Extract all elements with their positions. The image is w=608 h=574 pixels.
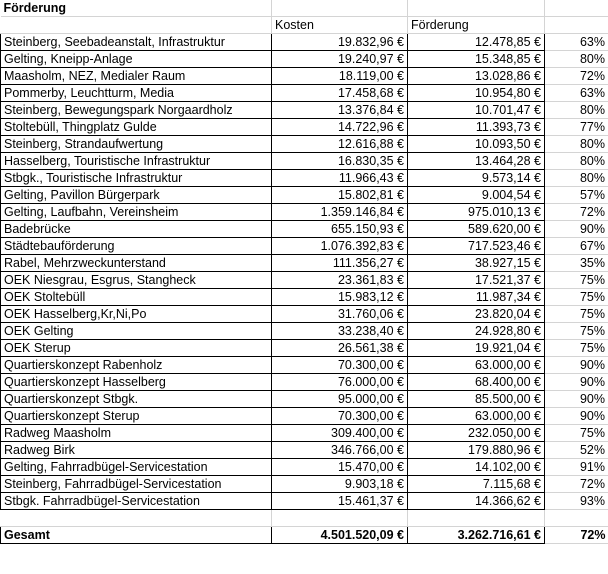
percent-cell[interactable]: 80% <box>545 170 608 187</box>
table-row <box>1 255 608 272</box>
kosten-cell[interactable]: 15.983,12 € <box>272 289 408 306</box>
empty-cell[interactable] <box>408 510 545 527</box>
percent-cell[interactable]: 72% <box>545 204 608 221</box>
project-name-cell[interactable]: Gelting, Fahrradbügel-Servicestation <box>1 459 272 476</box>
foerderung-cell[interactable]: 63.000,00 € <box>408 408 545 425</box>
total-row <box>1 527 608 544</box>
foerderung-cell[interactable]: 589.620,00 € <box>408 221 545 238</box>
kosten-cell[interactable]: 19.832,96 € <box>272 34 408 51</box>
foerderung-cell[interactable]: 17.521,37 € <box>408 272 545 289</box>
project-name-cell[interactable]: Rabel, Mehrzweckunterstand <box>1 255 272 272</box>
table-row <box>1 153 608 170</box>
kosten-cell[interactable]: 12.616,88 € <box>272 136 408 153</box>
table-row <box>1 306 608 323</box>
percent-cell[interactable]: 90% <box>545 408 608 425</box>
project-name-cell[interactable]: Gelting, Laufbahn, Vereinsheim <box>1 204 272 221</box>
percent-cell[interactable]: 52% <box>545 442 608 459</box>
table-row <box>1 272 608 289</box>
header-row <box>1 17 608 34</box>
kosten-cell[interactable]: 76.000,00 € <box>272 374 408 391</box>
percent-cell[interactable]: 72% <box>545 476 608 493</box>
percent-cell[interactable]: 75% <box>545 340 608 357</box>
kosten-cell[interactable]: 16.830,35 € <box>272 153 408 170</box>
project-name-cell[interactable]: Stoltebüll, Thingplatz Gulde <box>1 119 272 136</box>
foerderung-cell[interactable]: 63.000,00 € <box>408 357 545 374</box>
project-name-cell[interactable]: Steinberg, Bewegungspark Norgaardholz <box>1 102 272 119</box>
empty-cell[interactable] <box>272 510 408 527</box>
project-name-cell[interactable]: Hasselberg, Touristische Infrastruktur <box>1 153 272 170</box>
project-name-cell[interactable]: Maasholm, NEZ, Medialer Raum <box>1 68 272 85</box>
kosten-cell[interactable]: 33.238,40 € <box>272 323 408 340</box>
foerderung-cell[interactable]: 85.500,00 € <box>408 391 545 408</box>
percent-cell[interactable]: 75% <box>545 425 608 442</box>
kosten-cell[interactable]: 19.240,97 € <box>272 51 408 68</box>
table-row <box>1 357 608 374</box>
kosten-cell[interactable]: 1.359.146,84 € <box>272 204 408 221</box>
empty-cell[interactable] <box>408 0 545 17</box>
foerderung-cell[interactable]: 9.004,54 € <box>408 187 545 204</box>
kosten-cell[interactable]: 655.150,93 € <box>272 221 408 238</box>
header-foerderung[interactable]: Förderung <box>408 17 545 34</box>
project-name-cell[interactable]: Quartierskonzept Rabenholz <box>1 357 272 374</box>
project-name-cell[interactable]: Quartierskonzept Hasselberg <box>1 374 272 391</box>
table-row <box>1 68 608 85</box>
total-foerderung[interactable]: 3.262.716,61 € <box>408 527 545 544</box>
foerderung-cell[interactable]: 10.954,80 € <box>408 85 545 102</box>
kosten-cell[interactable]: 309.400,00 € <box>272 425 408 442</box>
table-row <box>1 136 608 153</box>
table-row <box>1 476 608 493</box>
project-name-cell[interactable]: OEK Hasselberg,Kr,Ni,Po <box>1 306 272 323</box>
table-row <box>1 289 608 306</box>
foerderung-cell[interactable]: 10.701,47 € <box>408 102 545 119</box>
foerderung-cell[interactable]: 179.880,96 € <box>408 442 545 459</box>
percent-cell[interactable]: 67% <box>545 238 608 255</box>
foerderung-cell[interactable]: 11.987,34 € <box>408 289 545 306</box>
table-row <box>1 425 608 442</box>
foerderung-cell[interactable]: 68.400,00 € <box>408 374 545 391</box>
project-name-cell[interactable]: Badebrücke <box>1 221 272 238</box>
percent-cell[interactable]: 90% <box>545 374 608 391</box>
kosten-cell[interactable]: 31.760,06 € <box>272 306 408 323</box>
kosten-cell[interactable]: 346.766,00 € <box>272 442 408 459</box>
percent-cell[interactable]: 72% <box>545 68 608 85</box>
foerderung-cell[interactable]: 717.523,46 € <box>408 238 545 255</box>
project-name-cell[interactable]: Steinberg, Seebadeanstalt, Infrastruktur <box>1 34 272 51</box>
project-name-cell[interactable]: Stbgk., Touristische Infrastruktur <box>1 170 272 187</box>
table-row <box>1 204 608 221</box>
project-name-cell[interactable]: Steinberg, Fahrradbügel-Servicestation <box>1 476 272 493</box>
header-kosten[interactable]: Kosten <box>272 17 408 34</box>
foerderung-cell[interactable]: 19.921,04 € <box>408 340 545 357</box>
project-name-cell[interactable]: Gelting, Kneipp-Anlage <box>1 51 272 68</box>
foerderung-cell[interactable]: 24.928,80 € <box>408 323 545 340</box>
kosten-cell[interactable]: 70.300,00 € <box>272 408 408 425</box>
foerderung-cell[interactable]: 14.102,00 € <box>408 459 545 476</box>
table-row <box>1 408 608 425</box>
table-row <box>1 459 608 476</box>
foerderung-cell[interactable]: 15.348,85 € <box>408 51 545 68</box>
percent-cell[interactable]: 63% <box>545 85 608 102</box>
kosten-cell[interactable]: 15.802,81 € <box>272 187 408 204</box>
foerderung-cell[interactable]: 7.115,68 € <box>408 476 545 493</box>
kosten-cell[interactable]: 95.000,00 € <box>272 391 408 408</box>
foerderung-cell[interactable]: 10.093,50 € <box>408 136 545 153</box>
project-name-cell[interactable]: Stbgk. Fahrradbügel-Servicestation <box>1 493 272 510</box>
table-row <box>1 170 608 187</box>
project-name-cell[interactable]: Radweg Birk <box>1 442 272 459</box>
foerderung-cell[interactable]: 13.464,28 € <box>408 153 545 170</box>
percent-cell[interactable]: 90% <box>545 221 608 238</box>
foerderung-cell[interactable]: 14.366,62 € <box>408 493 545 510</box>
kosten-cell[interactable]: 23.361,83 € <box>272 272 408 289</box>
empty-cell[interactable] <box>545 17 608 34</box>
kosten-cell[interactable]: 14.722,96 € <box>272 119 408 136</box>
table-row <box>1 238 608 255</box>
kosten-cell[interactable]: 1.076.392,83 € <box>272 238 408 255</box>
percent-cell[interactable]: 75% <box>545 289 608 306</box>
percent-cell[interactable]: 57% <box>545 187 608 204</box>
kosten-cell[interactable]: 11.966,43 € <box>272 170 408 187</box>
table-row <box>1 340 608 357</box>
foerderung-cell[interactable]: 975.010,13 € <box>408 204 545 221</box>
project-name-cell[interactable]: OEK Niesgrau, Esgrus, Stangheck <box>1 272 272 289</box>
table-row <box>1 221 608 238</box>
percent-cell[interactable]: 77% <box>545 119 608 136</box>
percent-cell[interactable]: 75% <box>545 323 608 340</box>
total-percent[interactable]: 72% <box>545 527 608 544</box>
table-row <box>1 119 608 136</box>
percent-cell[interactable]: 63% <box>545 34 608 51</box>
foerderung-cell[interactable]: 11.393,73 € <box>408 119 545 136</box>
project-name-cell[interactable]: OEK Stoltebüll <box>1 289 272 306</box>
empty-cell[interactable] <box>272 0 408 17</box>
percent-cell[interactable]: 93% <box>545 493 608 510</box>
project-name-cell[interactable]: OEK Sterup <box>1 340 272 357</box>
project-name-cell[interactable]: Steinberg, Strandaufwertung <box>1 136 272 153</box>
table-row <box>1 51 608 68</box>
percent-cell[interactable]: 80% <box>545 102 608 119</box>
project-name-cell[interactable]: Quartierskonzept Sterup <box>1 408 272 425</box>
total-kosten[interactable]: 4.501.520,09 € <box>272 527 408 544</box>
table-row <box>1 442 608 459</box>
title-row <box>1 0 608 17</box>
spacer-row <box>1 510 608 527</box>
table-row <box>1 85 608 102</box>
empty-cell[interactable] <box>545 0 608 17</box>
table-row <box>1 34 608 51</box>
foerderung-cell[interactable]: 12.478,85 € <box>408 34 545 51</box>
kosten-cell[interactable]: 70.300,00 € <box>272 357 408 374</box>
percent-cell[interactable]: 90% <box>545 391 608 408</box>
kosten-cell[interactable]: 9.903,18 € <box>272 476 408 493</box>
empty-cell[interactable] <box>545 510 608 527</box>
foerderung-cell[interactable]: 23.820,04 € <box>408 306 545 323</box>
percent-cell[interactable]: 35% <box>545 255 608 272</box>
percent-cell[interactable]: 91% <box>545 459 608 476</box>
table-row <box>1 374 608 391</box>
kosten-cell[interactable]: 15.470,00 € <box>272 459 408 476</box>
empty-cell[interactable] <box>1 17 272 34</box>
percent-cell[interactable]: 75% <box>545 306 608 323</box>
kosten-cell[interactable]: 26.561,38 € <box>272 340 408 357</box>
percent-cell[interactable]: 75% <box>545 272 608 289</box>
foerderung-cell[interactable]: 232.050,00 € <box>408 425 545 442</box>
project-name-cell[interactable]: Quartierskonzept Stbgk. <box>1 391 272 408</box>
project-name-cell[interactable]: OEK Gelting <box>1 323 272 340</box>
foerderung-cell[interactable]: 38.927,15 € <box>408 255 545 272</box>
table-row <box>1 493 608 510</box>
foerderung-cell[interactable]: 13.028,86 € <box>408 68 545 85</box>
percent-cell[interactable]: 90% <box>545 357 608 374</box>
percent-cell[interactable]: 80% <box>545 153 608 170</box>
total-label[interactable]: Gesamt <box>1 527 272 544</box>
percent-cell[interactable]: 80% <box>545 51 608 68</box>
project-name-cell[interactable]: Pommerby, Leuchtturm, Media <box>1 85 272 102</box>
project-name-cell[interactable]: Gelting, Pavillon Bürgerpark <box>1 187 272 204</box>
percent-cell[interactable]: 80% <box>545 136 608 153</box>
kosten-cell[interactable]: 18.119,00 € <box>272 68 408 85</box>
sheet-title[interactable]: Förderung <box>1 0 272 17</box>
table-row <box>1 187 608 204</box>
kosten-cell[interactable]: 111.356,27 € <box>272 255 408 272</box>
kosten-cell[interactable]: 17.458,68 € <box>272 85 408 102</box>
foerderung-cell[interactable]: 9.573,14 € <box>408 170 545 187</box>
table-row <box>1 102 608 119</box>
table-row <box>1 391 608 408</box>
table-row <box>1 323 608 340</box>
kosten-cell[interactable]: 13.376,84 € <box>272 102 408 119</box>
project-name-cell[interactable]: Radweg Maasholm <box>1 425 272 442</box>
project-name-cell[interactable]: Städtebauförderung <box>1 238 272 255</box>
kosten-cell[interactable]: 15.461,37 € <box>272 493 408 510</box>
empty-cell[interactable] <box>1 510 272 527</box>
